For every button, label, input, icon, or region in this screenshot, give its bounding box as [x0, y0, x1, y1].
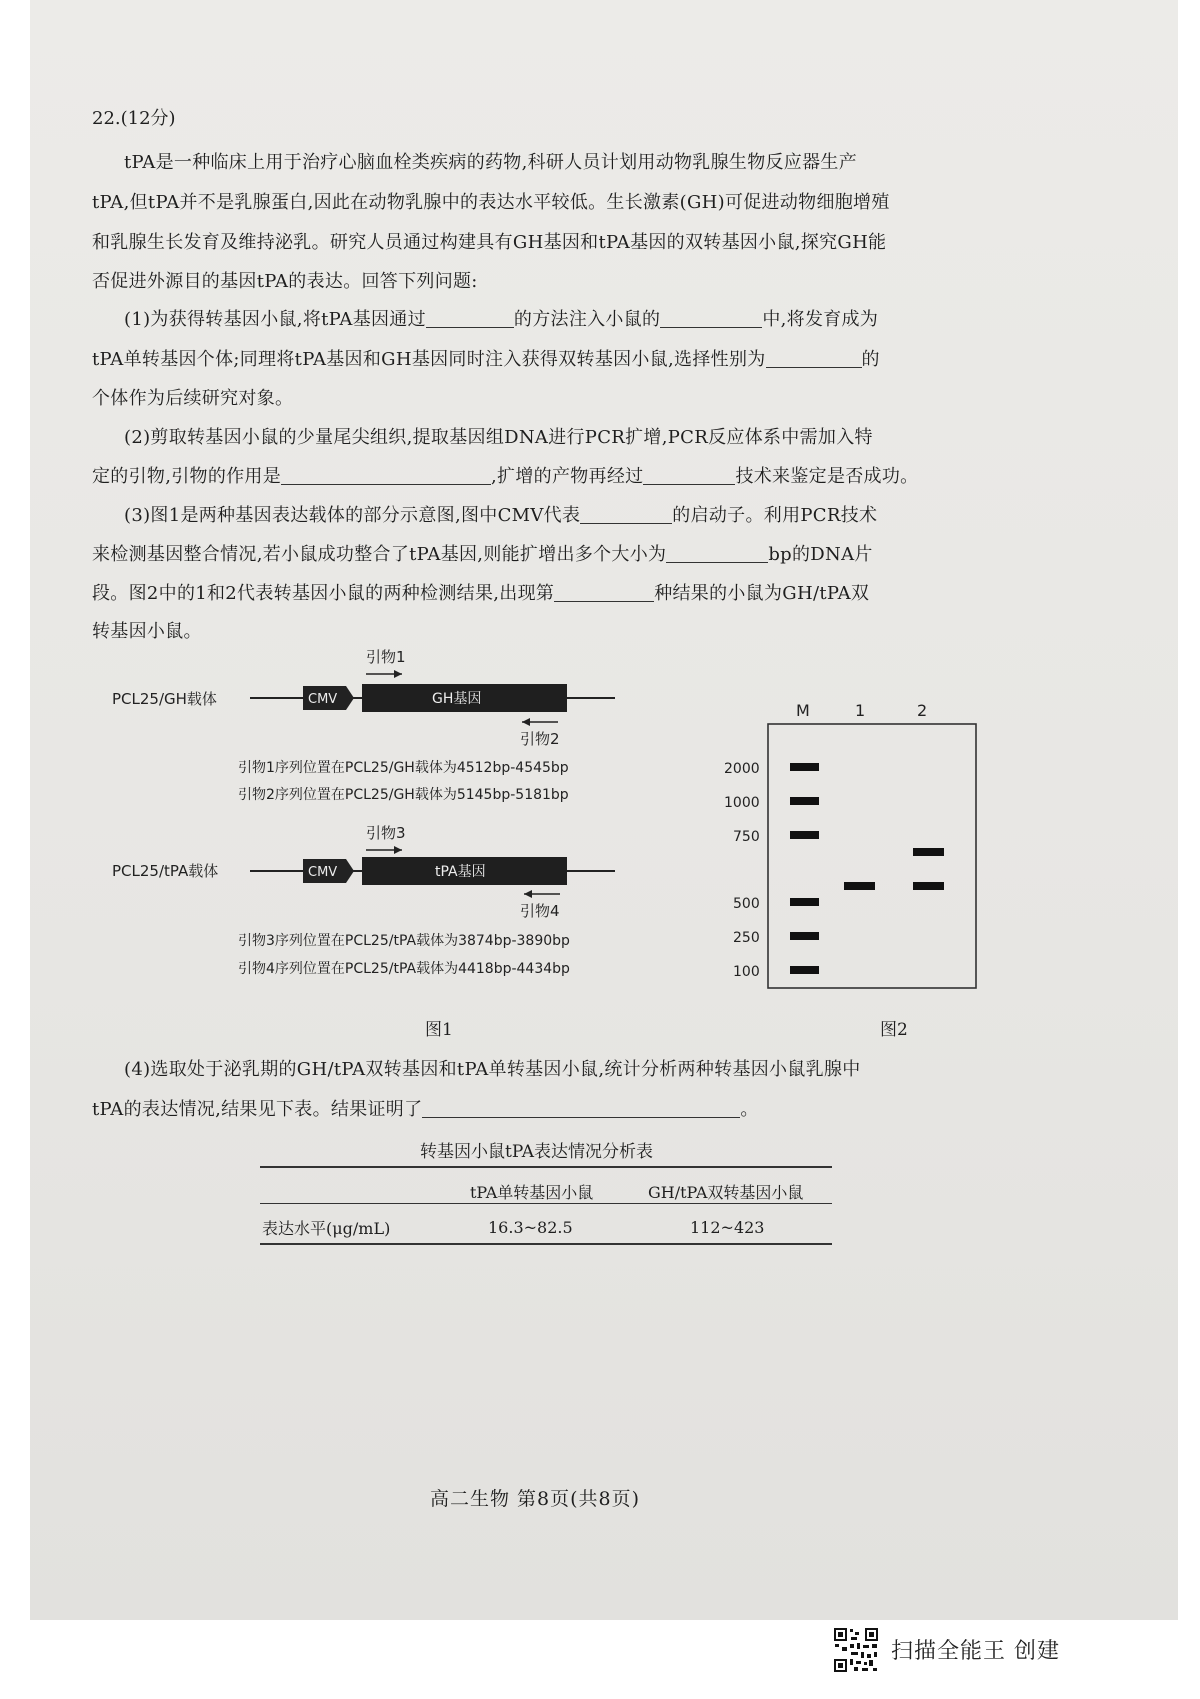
table-value-double: 112~423 [690, 1218, 765, 1237]
table-row-label: 表达水平(μg/mL) [262, 1219, 391, 1238]
vector-2-label: PCL25/tPA载体 [112, 862, 219, 880]
blank-7[interactable] [666, 544, 768, 563]
q2-line-1: (2)剪取转基因小鼠的少量尾尖组织,提取基因组DNA进行PCR扩增,PCR反应体系中需加入特 [124, 427, 873, 448]
q3-line-2: 来检测基因整合情况,若小鼠成功整合了tPA基因,则能扩增出多个大小为 bp的DNA片 [92, 544, 873, 565]
blank-4[interactable] [281, 466, 491, 485]
blank-6[interactable] [580, 505, 672, 524]
figure-1-caption: 图1 [425, 1020, 453, 1040]
scanner-watermark [833, 1623, 1193, 1673]
marker-750-label: 750 [733, 829, 760, 845]
cmv-label-2: CMV [308, 865, 338, 880]
intro-line-2: tPA,但tPA并不是乳腺蛋白,因此在动物乳腺中的表达水平较低。生长激素(GH)可促进动物细胞增殖 [92, 192, 890, 213]
qr-code-icon [833, 1627, 879, 1673]
marker-2000-label: 2000 [724, 761, 760, 777]
marker-band-1000 [790, 797, 819, 805]
table-title: 转基因小鼠tPA表达情况分析表 [420, 1142, 653, 1162]
vector-1-label: PCL25/GH载体 [112, 690, 217, 708]
q1-line-1: (1)为获得转基因小鼠,将tPA基因通过 的方法注入小鼠的 中,将发育成为 [124, 309, 879, 330]
gh-gene-label: GH基因 [432, 691, 482, 707]
blank-1[interactable] [426, 309, 514, 328]
q1-line-3: 个体作为后续研究对象。 [92, 388, 294, 409]
primer-1-arrowhead [394, 670, 402, 678]
marker-band-100 [790, 966, 819, 974]
page-footer: 高二生物 第8页(共8页) [430, 1488, 641, 1510]
q2-line-2: 定的引物,引物的作用是 ,扩增的产物再经过 技术来鉴定是否成功。 [92, 466, 919, 487]
primer-1-note: 引物1序列位置在PCL25/GH载体为4512bp-4545bp [238, 760, 569, 776]
figure-2-caption: 图2 [880, 1020, 908, 1040]
watermark-text: 扫描全能王 创建 [891, 1639, 1060, 1664]
primer-4-arrowhead [524, 890, 532, 898]
intro-line-1: tPA是一种临床上用于治疗心脑血栓类疾病的药物,科研人员计划用动物乳腺生物反应器生产 [124, 152, 858, 173]
table-header-double: GH/tPA双转基因小鼠 [648, 1183, 804, 1202]
figure-2-gel [720, 692, 1000, 1002]
blank-5[interactable] [643, 466, 735, 485]
intro-line-3: 和乳腺生长发育及维持泌乳。研究人员通过构建具有GH基因和tPA基因的双转基因小鼠,探究GH能 [92, 232, 887, 253]
intro-line-4: 否促进外源目的基因tPA的表达。回答下列问题: [92, 271, 478, 292]
blank-2[interactable] [660, 309, 762, 328]
primer-2-note: 引物2序列位置在PCL25/GH载体为5145bp-5181bp [238, 787, 569, 803]
marker-band-750 [790, 831, 819, 839]
primer-4-note: 引物4序列位置在PCL25/tPA载体为4418bp-4434bp [238, 961, 570, 977]
marker-500-label: 500 [733, 896, 760, 912]
q1-line-2: tPA单转基因个体;同理将tPA基因和GH基因同时注入获得双转基因小鼠,选择性别为 的 [92, 349, 880, 370]
primer-4-label: 引物4 [520, 902, 560, 920]
table-top-rule [260, 1166, 832, 1168]
table-value-single: 16.3~82.5 [488, 1218, 573, 1237]
primer-3-note: 引物3序列位置在PCL25/tPA载体为3874bp-3890bp [238, 933, 570, 949]
lane-1-band [844, 882, 875, 890]
question-number: 22.(12分) [92, 108, 176, 129]
table-header-single: tPA单转基因小鼠 [470, 1183, 594, 1202]
blank-9[interactable] [422, 1099, 740, 1118]
cmv-label-1: CMV [308, 692, 338, 707]
primer-2-label: 引物2 [520, 730, 560, 748]
figure-1-vectors [100, 640, 660, 1000]
q4-line-2: tPA的表达情况,结果见下表。结果证明了 。 [92, 1099, 759, 1120]
primer-3-label: 引物3 [366, 824, 406, 842]
lane-m-label: M [796, 701, 810, 720]
blank-3[interactable] [766, 349, 862, 368]
marker-100-label: 100 [733, 964, 760, 980]
blank-8[interactable] [554, 583, 654, 602]
marker-1000-label: 1000 [724, 795, 760, 811]
lane-2-band-lower [913, 882, 944, 890]
q3-line-3: 段。图2中的1和2代表转基因小鼠的两种检测结果,出现第 种结果的小鼠为GH/tPA双 [92, 583, 870, 604]
q4-line-1: (4)选取处于泌乳期的GH/tPA双转基因和tPA单转基因小鼠,统计分析两种转基因小鼠乳腺中 [124, 1059, 861, 1080]
marker-band-500 [790, 898, 819, 906]
table-mid-rule [260, 1203, 832, 1204]
marker-band-250 [790, 932, 819, 940]
table-bottom-rule [260, 1243, 832, 1245]
primer-2-arrowhead [522, 718, 530, 726]
tpa-gene-label: tPA基因 [435, 864, 486, 880]
primer-1-label: 引物1 [366, 648, 406, 666]
marker-band-2000 [790, 763, 819, 771]
lane-2-label: 2 [917, 701, 928, 720]
marker-250-label: 250 [733, 930, 760, 946]
q3-line-1: (3)图1是两种基因表达载体的部分示意图,图中CMV代表 的启动子。利用PCR技术 [124, 505, 878, 526]
primer-3-arrowhead [394, 846, 402, 854]
q3-line-4: 转基因小鼠。 [92, 621, 202, 642]
lane-2-band-upper [913, 848, 944, 856]
lane-1-label: 1 [855, 701, 866, 720]
